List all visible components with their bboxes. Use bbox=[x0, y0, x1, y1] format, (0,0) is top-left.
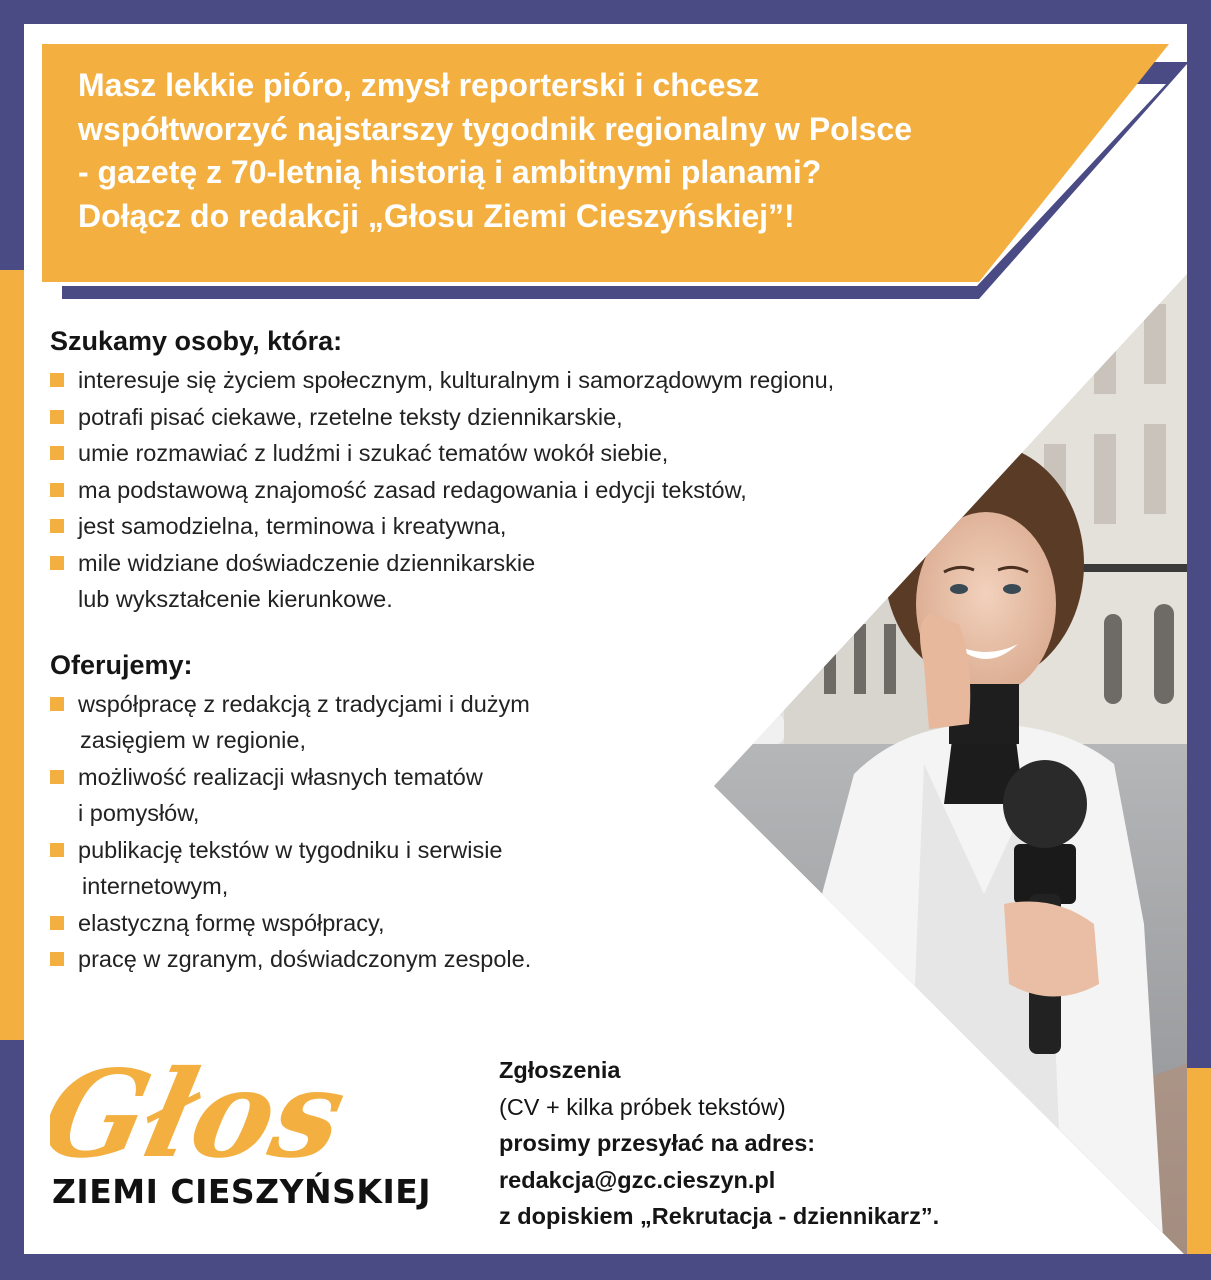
top-frame-bar bbox=[0, 0, 1211, 24]
bullet-square bbox=[50, 952, 64, 966]
seeking-list bbox=[50, 362, 1100, 618]
ad-panel bbox=[24, 24, 1187, 1254]
list-item bbox=[50, 435, 1100, 472]
banner-headline bbox=[78, 64, 1078, 238]
banner-line-2: współtworzyć najstarszy tygodnik regionalny w Polsce bbox=[78, 110, 912, 147]
list-item-text: ma podstawową znajomość zasad redagowania i edycji tekstów, bbox=[78, 476, 747, 503]
list-item bbox=[50, 362, 1100, 399]
bullet-square bbox=[50, 446, 64, 460]
list-item-continuation: zasięgiem w regionie, bbox=[80, 727, 306, 753]
seeking-title: Szukamy osoby, która: bbox=[50, 326, 343, 356]
bullet-square bbox=[50, 916, 64, 930]
bottom-frame-bar bbox=[0, 1254, 1211, 1280]
list-item bbox=[50, 508, 1100, 545]
bullet-square bbox=[50, 519, 64, 533]
glos-logo bbox=[50, 1056, 480, 1246]
contact-email: redakcja@gzc.cieszyn.pl bbox=[499, 1166, 776, 1193]
offer-list bbox=[50, 686, 1100, 978]
list-item-text: mile widziane doświadczenie dziennikarskie bbox=[78, 549, 536, 576]
list-item-text: możliwość realizacji własnych tematów bbox=[78, 763, 483, 790]
ad-content bbox=[50, 324, 1100, 978]
applications-heading: Zgłoszenia bbox=[499, 1057, 621, 1083]
bullet-square bbox=[50, 770, 64, 784]
list-item bbox=[50, 686, 1100, 759]
logo-word: Głos bbox=[50, 1056, 357, 1174]
list-item bbox=[50, 399, 1100, 436]
list-item-text: interesuje się życiem społecznym, kulturalnym i samorządowym regionu, bbox=[78, 367, 835, 393]
list-item-text: umie rozmawiać z ludźmi i szukać tematów wokół siebie, bbox=[78, 440, 669, 466]
bullet-square bbox=[50, 843, 64, 857]
applications-instruction: prosimy przesyłać na adres: bbox=[499, 1130, 816, 1156]
offer-title: Oferujemy: bbox=[50, 649, 193, 680]
list-item-text: potrafi pisać ciekawe, rzetelne teksty dziennikarskie, bbox=[78, 403, 623, 430]
bullet-square bbox=[50, 556, 64, 570]
list-item-continuation: lub wykształcenie kierunkowe. bbox=[78, 586, 393, 612]
glos-wordmark bbox=[50, 1056, 470, 1174]
list-item-text: jest samodzielna, terminowa i kreatywna, bbox=[78, 513, 507, 539]
list-item bbox=[50, 472, 1100, 509]
applications-subject-note: z dopiskiem „Rekrutacja - dziennikarz”. bbox=[499, 1203, 940, 1229]
banner-line-1: Masz lekkie pióro, zmysł reporterski i chcesz bbox=[78, 67, 760, 103]
list-item-text: publikację tekstów w tygodniku i serwisie bbox=[78, 836, 503, 863]
list-item-continuation: internetowym, bbox=[82, 873, 229, 899]
list-item bbox=[50, 545, 1100, 618]
banner-line-4: Dołącz do redakcji „Głosu Ziemi Cieszyńskiej”! bbox=[78, 197, 795, 234]
left-accent-bar bbox=[0, 270, 24, 1040]
list-item bbox=[50, 759, 1100, 832]
application-info bbox=[499, 1052, 939, 1235]
list-item-text: pracę w zgranym, doświadczonym zespole. bbox=[78, 946, 532, 972]
bullet-square bbox=[50, 373, 64, 387]
list-item-continuation: i pomysłów, bbox=[78, 800, 200, 826]
list-item-text: elastyczną formę współpracy, bbox=[78, 909, 385, 936]
list-item bbox=[50, 941, 1100, 978]
list-item bbox=[50, 832, 1100, 905]
logo-subtitle: ZIEMI CIESZYŃSKIEJ bbox=[52, 1172, 432, 1211]
list-item-text: współpracę z redakcją z tradycjami i dużym bbox=[78, 690, 530, 717]
bullet-square bbox=[50, 697, 64, 711]
list-item bbox=[50, 905, 1100, 942]
bullet-square bbox=[50, 410, 64, 424]
bullet-square bbox=[50, 483, 64, 497]
right-accent-bar bbox=[1187, 1068, 1211, 1254]
banner-line-3: - gazetę z 70-letnią historią i ambitnymi planami? bbox=[78, 154, 822, 190]
applications-requirements: (CV + kilka próbek tekstów) bbox=[499, 1093, 786, 1120]
